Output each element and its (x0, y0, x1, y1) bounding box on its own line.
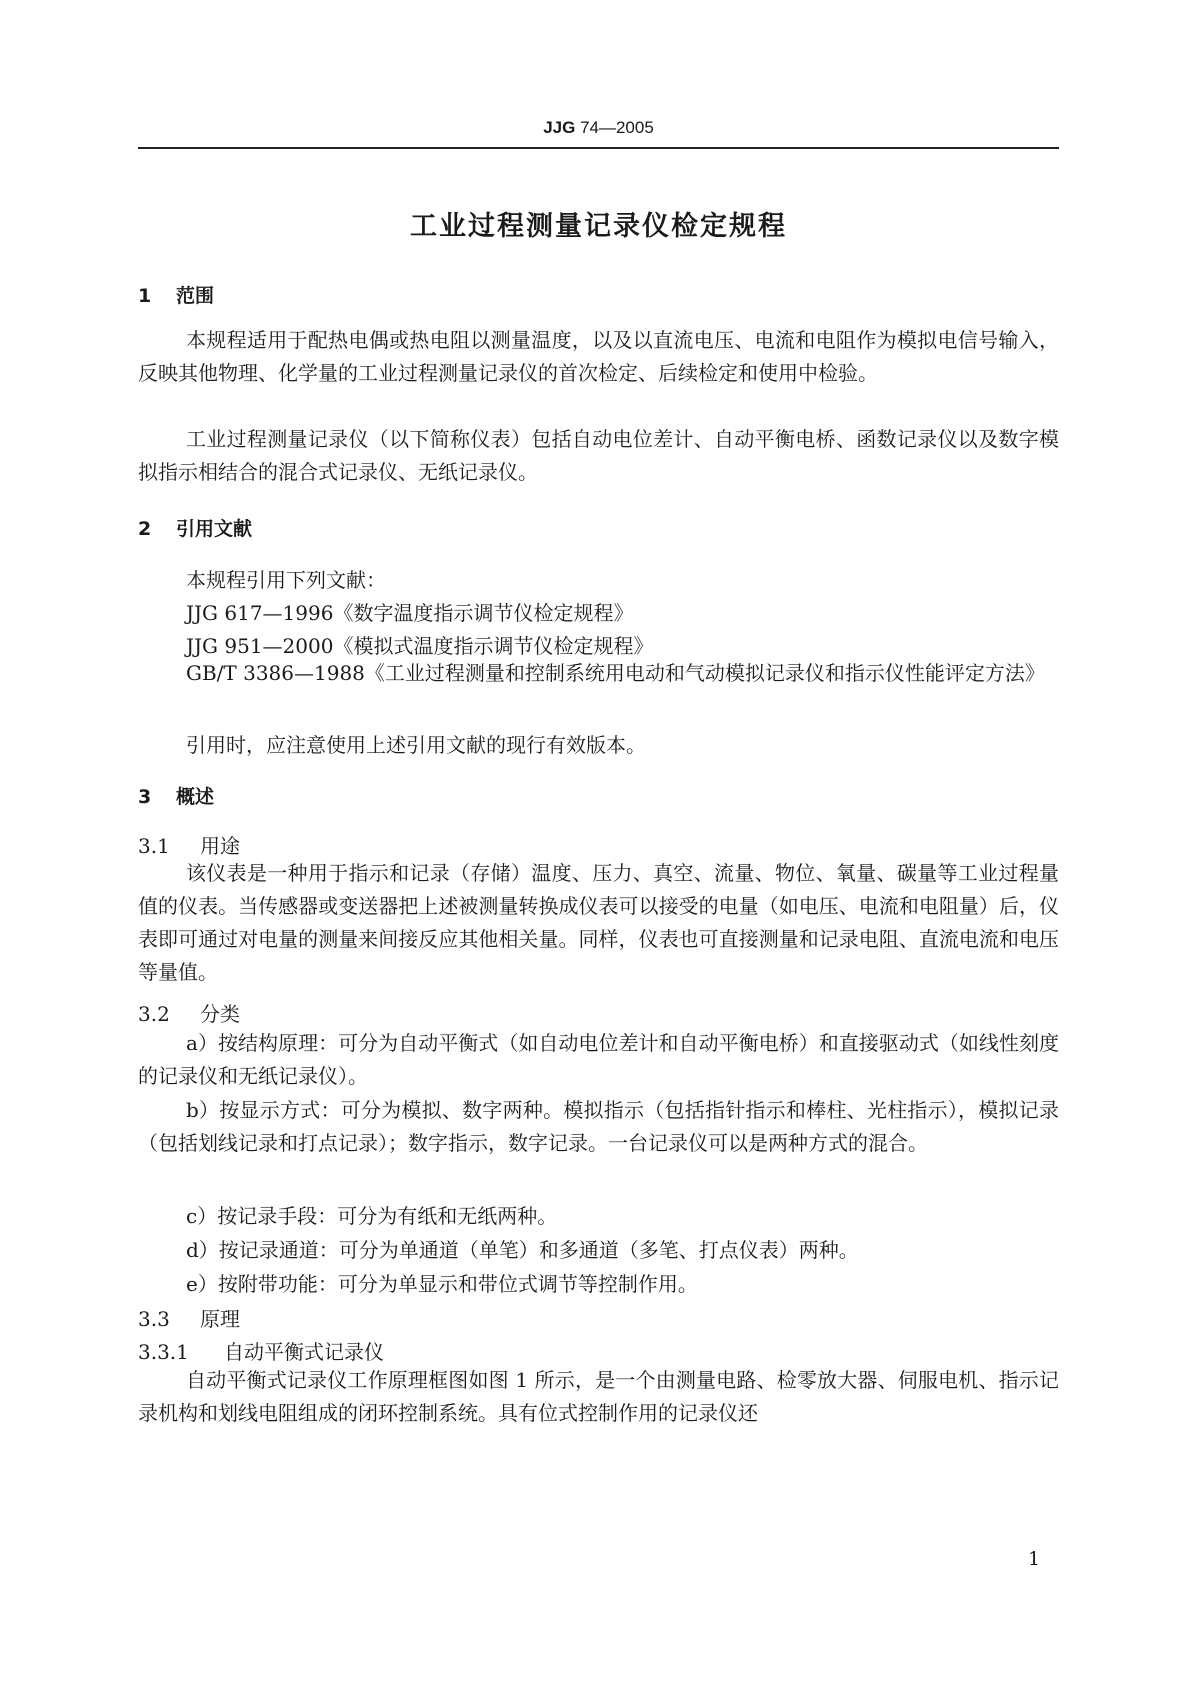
document-code-number: 74—2005 (575, 118, 654, 137)
classification-item-d: d）按记录通道：可分为单通道（单笔）和多通道（多笔、打点仪表）两种。 (186, 1238, 859, 1262)
section-1-heading (138, 281, 214, 308)
reference-item: JJG 617—1996《数字温度指示调节仪检定规程》 (186, 601, 634, 625)
section-title: 范围 (176, 285, 215, 307)
page-title: 工业过程测量记录仪检定规程 (410, 211, 787, 242)
header-rule (138, 147, 1059, 149)
classification-item-e: e）按附带功能：可分为单显示和带位式调节等控制作用。 (186, 1272, 698, 1296)
section-3-heading (138, 782, 214, 809)
references-intro: 本规程引用下列文献： (186, 568, 386, 592)
subsection-3-3-heading (138, 1303, 240, 1332)
section-1-paragraph-1: 本规程适用于配热电偶或热电阻以测量温度，以及以直流电压、电流和电阻作为模拟电信号输入，反映其他物理、化学量的工业过程测量记录仪的首次检定、后续检定和使用中检验。 (138, 328, 1059, 385)
section-2-heading (138, 514, 252, 541)
page-number: 1 (1028, 1548, 1041, 1570)
subsection-3-1-text: 该仪表是一种用于指示和记录（存储）温度、压力、真空、流量、物位、氧量、碳量等工业过程量值的仪表。当传感器或变送器把上述被测量转换成仪表可以接受的电量（如电压、电流和电阻量）后，仪表即可通过对电量的测量来间接反应其他相关量。同样，仪表也可直接测量和记录电阻、直流电流和电压等量值。 (138, 861, 1059, 984)
subsection-title: 原理 (200, 1307, 240, 1331)
reference-item: JJG 951—2000《模拟式温度指示调节仪检定规程》 (186, 634, 654, 658)
section-title: 引用文献 (176, 518, 253, 540)
subsection-number: 3.2 (138, 1002, 170, 1026)
subsection-number: 3.3.1 (138, 1340, 189, 1364)
section-1-paragraph-2: 工业过程测量记录仪（以下简称仪表）包括自动电位差计、自动平衡电桥、函数记录仪以及数字模拟指示相结合的混合式记录仪、无纸记录仪。 (138, 427, 1059, 484)
classification-item-c: c）按记录手段：可分为有纸和无纸两种。 (186, 1204, 558, 1228)
subsection-number: 3.3 (138, 1307, 170, 1331)
section-title: 概述 (176, 786, 215, 808)
subsection-3-3-1-text: 自动平衡式记录仪工作原理框图如图 1 所示，是一个由测量电路、检零放大器、伺服电机、指示记录机构和划线电阻组成的闭环控制系统。具有位式控制作用的记录仪还 (138, 1368, 1059, 1425)
classification-item-a: a）按结构原理：可分为自动平衡式（如自动电位差计和自动平衡电桥）和直接驱动式（如线性刻度的记录仪和无纸记录仪）。 (138, 1031, 1059, 1088)
classification-item-b: b）按显示方式：可分为模拟、数字两种。模拟指示（包括指针指示和棒柱、光柱指示），模拟记录（包括划线记录和打点记录）；数字指示，数字记录。一台记录仪可以是两种方式的混合。 (138, 1098, 1059, 1155)
subsection-number: 3.1 (138, 834, 170, 858)
references-note: 引用时，应注意使用上述引用文献的现行有效版本。 (186, 733, 646, 757)
document-code-prefix: JJG (543, 118, 576, 137)
subsection-title: 用途 (200, 834, 240, 858)
subsection-title: 自动平衡式记录仪 (224, 1340, 384, 1364)
subsection-3-2-heading (138, 998, 240, 1027)
subsection-3-3-1-heading (138, 1336, 384, 1365)
section-number: 1 (138, 285, 152, 307)
subsection-title: 分类 (200, 1002, 240, 1026)
document-code (138, 118, 1059, 138)
section-number: 2 (138, 518, 152, 540)
reference-item: GB/T 3386—1988《工业过程测量和控制系统用电动和气动模拟记录仪和指示仪性能评定方法》 (186, 661, 1045, 685)
section-number: 3 (138, 786, 152, 808)
subsection-3-1-heading (138, 830, 240, 859)
